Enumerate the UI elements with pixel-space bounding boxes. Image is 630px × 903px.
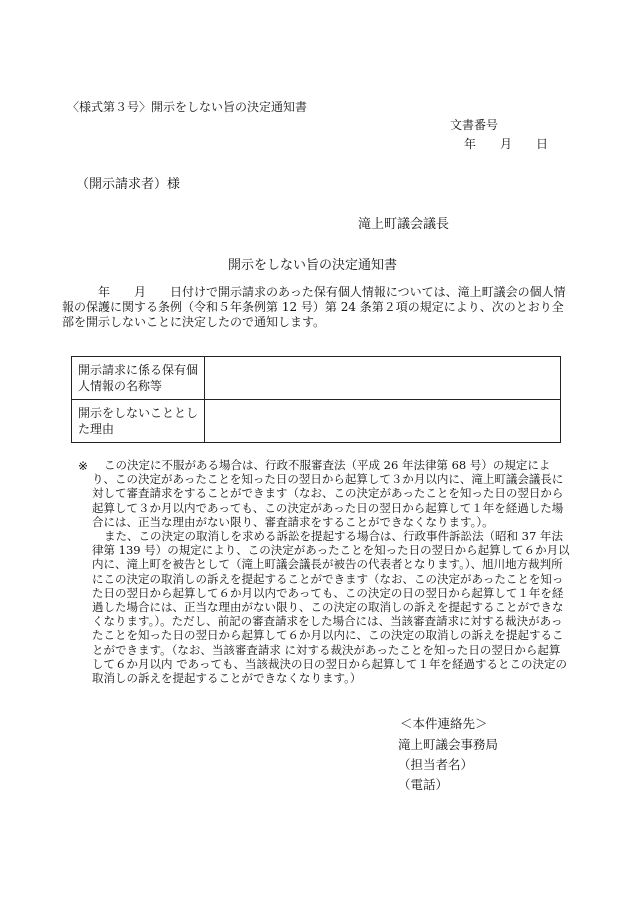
body-paragraph: 年 月 日付けで開示請求のあった保有個人情報については、滝上町議会の個人情報の保護に関する条例（令和５年条例第 12 号）第 24 条第２項の規定により、次のとおり全部を開示しないことに決定したので通知します。: [62, 285, 566, 329]
date-line: 年 月 日: [464, 137, 549, 151]
contact-office: 滝上町議会事務局: [398, 737, 499, 752]
info-table: [71, 356, 561, 443]
table-label-reason: 開示をしないこととした理由: [72, 400, 205, 443]
document-title: 開示をしない旨の決定通知書: [228, 258, 398, 273]
contact-phone: （電話）: [398, 777, 449, 792]
note-block: [92, 458, 570, 685]
table-value-name: [205, 357, 561, 400]
table-label-name: 開示請求に係る保有個人情報の名称等: [72, 357, 205, 400]
table-row: [72, 400, 561, 443]
form-label: 〈様式第３号〉開示をしない旨の決定通知書: [67, 100, 308, 114]
contact-heading: ＜本件連絡先＞: [400, 716, 488, 731]
sender-line: 滝上町議会議長: [358, 217, 450, 232]
contact-person: （担当者名）: [398, 757, 474, 772]
note-paragraph-lawsuit: また、この決定の取消しを求める訴訟を提起する場合は、行政事件訴訟法（昭和 37 年法律第 139 号）の規定により、この決定があったことを知った日の翌日から起算して６か月以内に、滝上町を被告として（滝上町議会議長が被告の代表者となります。）、旭川地方裁判所にこの決定の取消しの訴えを提起することができます（なお、この決定があったことを知った日の翌日から起算して６か月以内であっても、この決定の日の翌日から起算して１年を経過した場合には、正当な理由がない限り、この決定の取消しの訴えを提起することができなくなります。）。ただし、前記の審査請求をした場合には、当該審査請求に対する裁決があったことを知った日の翌日から起算して６か月以内に、この決定の取消しの訴えを提起することができます。（なお、当該審査請求 に対する裁決があったことを知った日の翌日から起算して６か月以内 であっても、当該裁決の日の翌日から起算して１年を経過するとこの決定の取消しの訴えを提起することができなくなります。）: [92, 529, 570, 686]
recipient-line: （開示請求者）様: [76, 177, 181, 192]
note-mark: ※: [78, 459, 89, 473]
table-value-reason: [205, 400, 561, 443]
note-paragraph-appeal: この決定に不服がある場合は、行政不服審査法（平成 26 年法律第 68 号）の規定により、この決定があったことを知った日の翌日から起算して３か月以内に、滝上町議会議長に対して審査請求をすることができます（なお、この決定があったことを知った日の翌日から起算して３か月以内であっても、この決定があった日の翌日から起算して１年を経過した場合には、正当な理由がない限り、審査請求をすることができなくなります。）。: [92, 458, 564, 529]
document-number-label: 文書番号: [450, 118, 499, 132]
table-row: [72, 357, 561, 400]
